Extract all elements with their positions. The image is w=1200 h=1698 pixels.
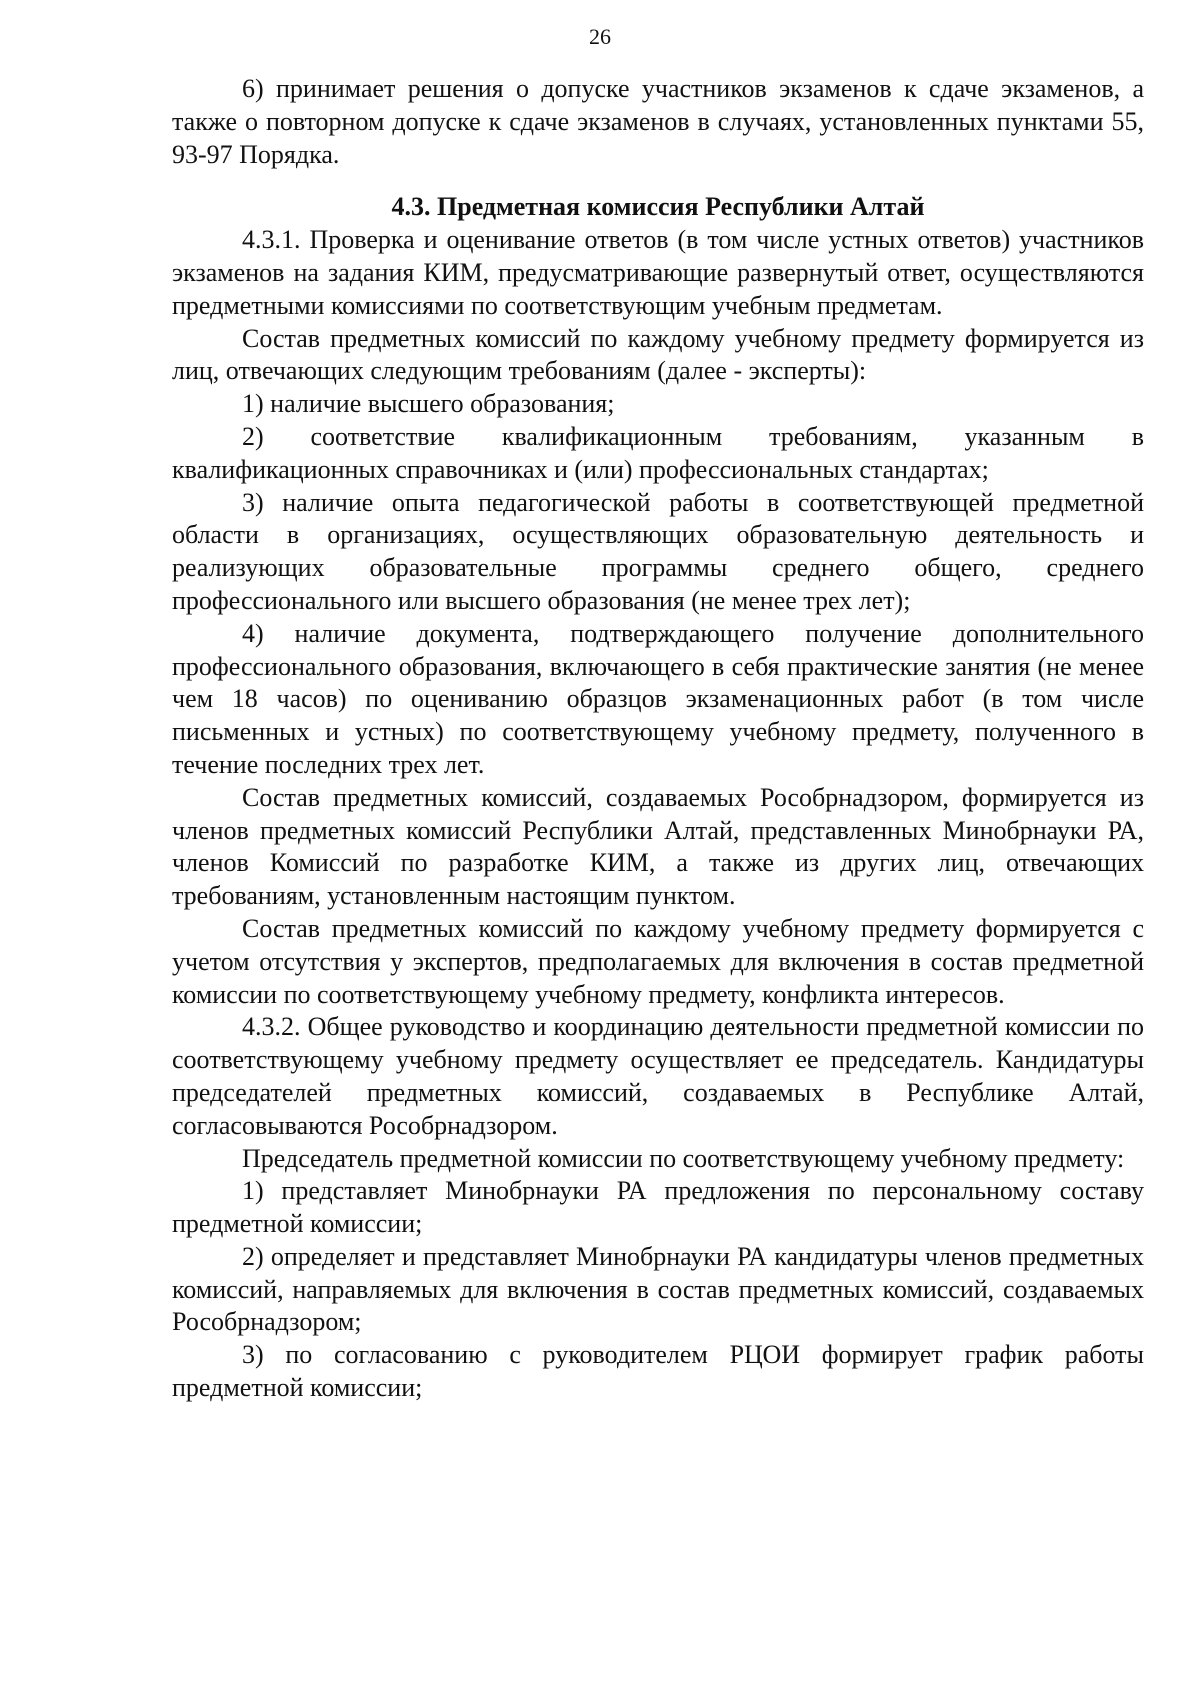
paragraph-chairman-duties: Председатель предметной комиссии по соответствующему учебному предмету:: [242, 1143, 1125, 1173]
list-item-chairman-duty-2: 2) определяет и представляет Минобрнауки РА кандидатуры членов предметных комиссий, направляемых для включения в состав предметных комиссий, создаваемых Рособрнадзором;: [172, 1241, 1144, 1337]
paragraph-federal-commissions: Состав предметных комиссий, создаваемых Рособрнадзором, формируется из членов предметных комиссий Республики Алтай, представленных Минобрнауки РА, членов Комиссий по разработке КИМ, а также из других лиц, отвечающих требованиям, установленным настоящим пунктом.: [172, 782, 1144, 911]
paragraph-admission-decisions: 6) принимает решения о допуске участников экзаменов к сдаче экзаменов, а также о повторном допуске к сдаче экзаменов в случаях, установленных пунктами 55, 93-97 Порядка.: [172, 74, 1144, 169]
list-item-requirement-3: 3) наличие опыта педагогической работы в соответствующей предметной области в организациях, осуществляющих образовательную деятельность и реализующих образовательные программы среднего общего, среднего профессионального или высшего образования (не менее трех лет);: [172, 487, 1144, 615]
paragraph-commission-composition: Состав предметных комиссий по каждому учебному предмету формируется из лиц, отвечающих следующим требованиям (далее - эксперты):: [172, 323, 1144, 386]
document-body: [172, 73, 1144, 1405]
paragraph-conflict-of-interest: Состав предметных комиссий по каждому учебному предмету формируется с учетом отсутствия у экспертов, предполагаемых для включения в состав предметной комиссии по соответствующему учебному предмету, конфликта интересов.: [172, 913, 1144, 1009]
section-heading: 4.3. Предметная комиссия Республики Алтай: [391, 192, 925, 222]
list-item-chairman-duty-1: 1) представляет Минобрнауки РА предложения по персональному составу предметной комиссии;: [172, 1176, 1144, 1239]
list-item-requirement-4: 4) наличие документа, подтверждающего получение дополнительного профессионального образования, включающего в себя практические занятия (не менее чем 18 часов) по оцениванию образцов экзаменационных работ (в том числе письменных и устных) по соответствующему учебному предмету, полученного в течение последних трех лет.: [172, 618, 1144, 779]
list-item-chairman-duty-3: 3) по согласованию с руководителем РЦОИ формирует график работы предметной комиссии;: [172, 1340, 1144, 1403]
paragraph-4-3-1: 4.3.1. Проверка и оценивание ответов (в том числе устных ответов) участников экзаменов на задания КИМ, предусматривающие развернутый ответ, осуществляются предметными комиссиями по соответствующим учебным предметам.: [172, 225, 1144, 320]
page-number: 26: [589, 24, 611, 49]
list-item-requirement-1: 1) наличие высшего образования;: [242, 389, 615, 419]
list-item-requirement-2: 2) соответствие квалификационным требованиям, указанным в квалификационных справочниках и (или) профессиональных стандартах;: [172, 421, 1144, 484]
paragraph-4-3-2: 4.3.2. Общее руководство и координацию деятельности предметной комиссии по соответствующему учебному предмету осуществляет ее председатель. Кандидатуры председателей предметных комиссий, создаваемых в Республике Алтай, согласовываются Рособрнадзором.: [172, 1012, 1144, 1140]
